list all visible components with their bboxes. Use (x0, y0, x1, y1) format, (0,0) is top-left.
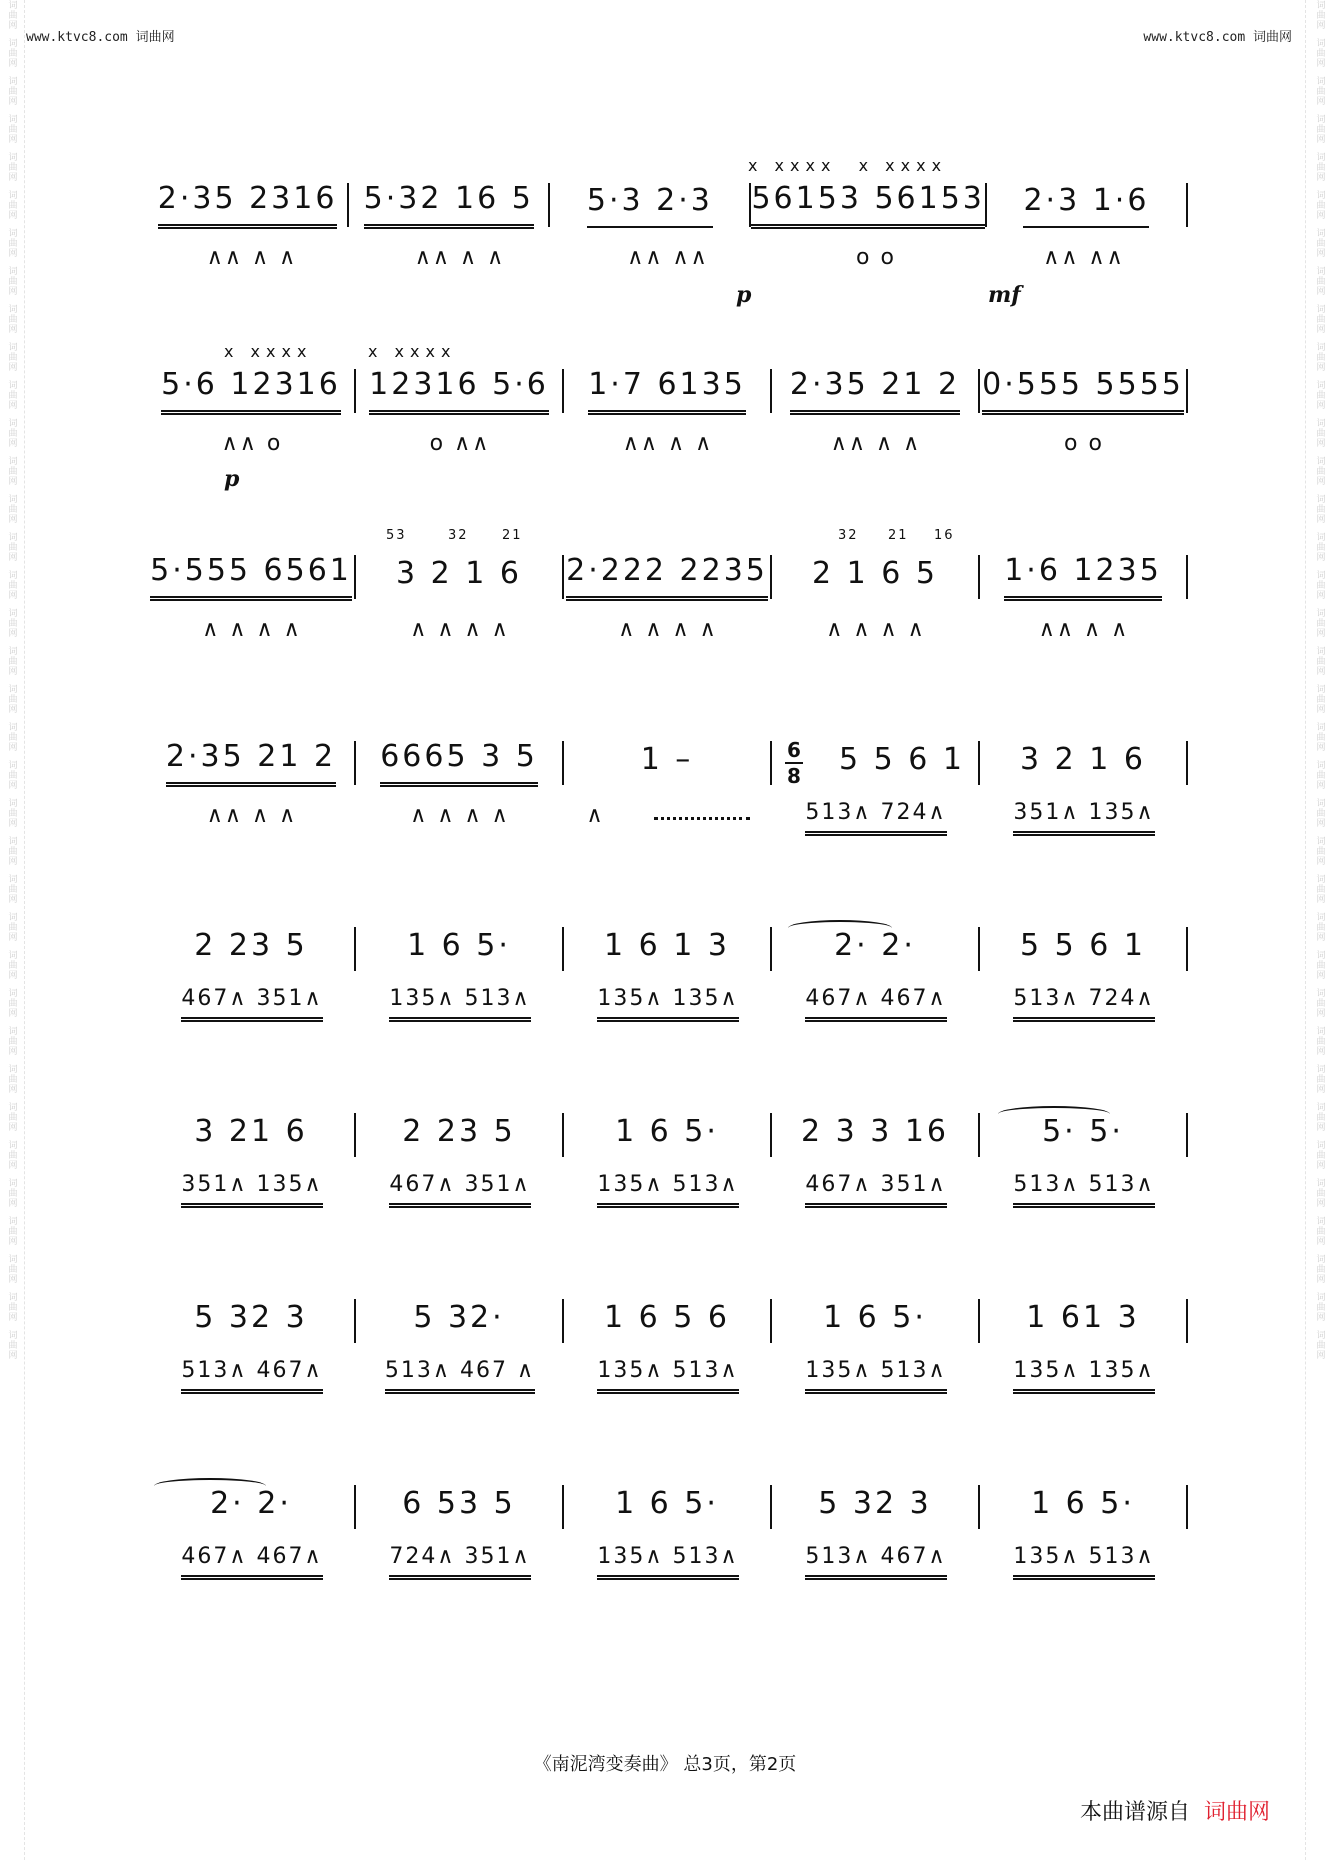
notes: 5·32 16 5 (364, 181, 534, 229)
score-system-2 (148, 336, 1188, 522)
acc-symbols: ∧∧ ∧∧ (1043, 244, 1125, 270)
acc-symbols: 135∧ 513∧ (597, 1544, 738, 1580)
time-signature: 6 8 (785, 740, 803, 786)
acc-measure (564, 1356, 772, 1396)
notes: 2·35 2316 (158, 181, 338, 229)
acc-measure (356, 798, 564, 838)
measure (148, 924, 354, 974)
measure (980, 1482, 1186, 1532)
barline (1186, 183, 1188, 227)
melody-row (148, 1296, 1188, 1346)
acc-symbols: 513∧ 467∧ (181, 1358, 322, 1394)
measure (356, 924, 562, 974)
notes: 5 5 6 1 (1020, 927, 1146, 963)
acc-measure (356, 240, 564, 280)
notes: 5·6 12316 (161, 367, 341, 415)
notes: 1 6 5· (615, 1113, 719, 1149)
notes: 2· 2· (834, 927, 916, 963)
acc-measure (980, 612, 1188, 652)
acc-symbols: 135∧ 513∧ (597, 1172, 738, 1208)
acc-symbols: ∧ ∧ ∧ ∧ (202, 616, 302, 642)
notes: 2·222 2235 (566, 553, 768, 601)
acc-symbols: ∧∧ ∧ ∧ (414, 244, 506, 270)
notes: 2·35 21 2 (166, 739, 336, 787)
notes: 5·3 2·3 (587, 183, 713, 228)
acc-symbols: 351∧ 135∧ (1013, 800, 1154, 836)
measure (772, 552, 978, 602)
acc-measure (564, 240, 772, 280)
measure (356, 1110, 562, 1160)
trill-line (654, 817, 750, 820)
acc-symbols: 513∧ 724∧ (805, 800, 946, 836)
acc-measure (980, 984, 1188, 1024)
notes: 1·7 6135 (588, 367, 746, 415)
acc-measure (356, 984, 564, 1024)
measure (148, 1110, 354, 1160)
notes: 1 6 5· (1031, 1485, 1135, 1521)
acc-measure (564, 1542, 772, 1582)
melody-row (148, 552, 1188, 602)
barline (1186, 1299, 1188, 1343)
acc-symbols: 467∧ 467∧ (181, 1544, 322, 1580)
acc-symbols: 467∧ 467∧ (805, 986, 946, 1022)
source-credit (1080, 1795, 1270, 1826)
melody-row (148, 924, 1188, 974)
acc-symbols: o o (1064, 430, 1104, 456)
acc-measure (772, 240, 980, 280)
measure (349, 180, 548, 230)
acc-measure (148, 984, 356, 1024)
accompaniment-row (148, 1170, 1188, 1210)
acc-symbols: 135∧ 513∧ (1013, 1544, 1154, 1580)
measure (356, 552, 562, 602)
barline (1186, 1485, 1188, 1529)
acc-measure (564, 612, 772, 652)
melody-row (148, 1110, 1188, 1160)
acc-measure (356, 612, 564, 652)
measure (356, 1296, 562, 1346)
measure (980, 738, 1186, 788)
notes: 5 32 3 (818, 1485, 932, 1521)
acc-measure (772, 984, 980, 1024)
acc-symbols: ∧∧ ∧ ∧ (622, 430, 714, 456)
notes: 5 32· (413, 1299, 505, 1335)
acc-measure (356, 1356, 564, 1396)
acc-symbols: ∧∧ ∧∧ (627, 244, 709, 270)
grace-note: 21 (502, 528, 523, 543)
notes: 1 6 5· (407, 927, 511, 963)
x-marks: x xxxx x xxxx (748, 156, 948, 175)
measure (772, 1482, 978, 1532)
accompaniment-row (148, 798, 1188, 838)
left-watermark-strip: 词曲网 词曲网 词曲网 词曲网 词曲网 词曲网 词曲网 词曲网 词曲网 词曲网 词曲网 词曲网 词曲网 词曲网 词曲网 词曲网 词曲网 词曲网 词曲网 词曲网 词曲网 词曲网 词曲网 词曲网 词曲网 词曲网 词曲网 词曲网 词曲网 词曲网 词曲网 词曲网 词曲网 词曲网 词曲网 词曲网 (6, 0, 17, 1360)
notes: 5· 5· (1042, 1113, 1124, 1149)
site-header-left[interactable]: www.ktvc8.com 词曲网 (26, 30, 175, 45)
notes: 2 23 5 (402, 1113, 516, 1149)
acc-measure (148, 1170, 356, 1210)
acc-measure (148, 1356, 356, 1396)
notes: 3 2 1 6 (396, 555, 522, 591)
acc-symbols: 135∧ 513∧ (805, 1358, 946, 1394)
site-header-right[interactable]: www.ktvc8.com 词曲网 (1143, 30, 1292, 45)
measure (564, 1482, 770, 1532)
measure (980, 924, 1186, 974)
measure (148, 552, 354, 602)
right-margin-rule (1305, 0, 1306, 1860)
acc-measure (980, 426, 1188, 466)
acc-symbols: 513∧ 724∧ (1013, 986, 1154, 1022)
measure (148, 366, 354, 416)
acc-symbols: 467∧ 351∧ (805, 1172, 946, 1208)
acc-measure (980, 240, 1188, 280)
acc-symbols: ∧ (586, 802, 605, 828)
measure (148, 738, 354, 788)
notes: 1 6 1 3 (604, 927, 730, 963)
acc-measure (980, 1356, 1188, 1396)
acc-symbols: 724∧ 351∧ (389, 1544, 530, 1580)
source-label: 本曲谱源自 (1079, 1800, 1190, 1825)
measure (772, 1296, 978, 1346)
notes: 5 5 6 1 (839, 741, 965, 777)
acc-symbols: o ∧∧ (429, 430, 491, 456)
acc-symbols: 513∧ 513∧ (1013, 1172, 1154, 1208)
barline (1186, 369, 1188, 413)
barline (1186, 555, 1188, 599)
measure (356, 738, 562, 788)
grace-note: 32 (448, 528, 469, 543)
barline (1186, 1113, 1188, 1157)
grace-note: 53 (386, 528, 407, 543)
acc-symbols: ∧ ∧ ∧ ∧ (618, 616, 718, 642)
barline (1186, 741, 1188, 785)
measure (550, 180, 749, 230)
acc-symbols: ∧∧ ∧ ∧ (206, 244, 298, 270)
acc-measure (772, 426, 980, 466)
notes: 12316 5·6 (369, 367, 549, 415)
acc-measure (148, 1542, 356, 1582)
score-system-6 (148, 1080, 1188, 1266)
melody-row (148, 366, 1188, 416)
measure (564, 1296, 770, 1346)
measure (148, 180, 347, 230)
notes: 1 6 5 6 (604, 1299, 730, 1335)
footer-title: 《南泥湾变奏曲》 总3页，第2页 (533, 1754, 797, 1775)
measure (772, 1110, 978, 1160)
acc-measure (980, 1542, 1188, 1582)
acc-measure (772, 1170, 980, 1210)
acc-symbols: 467∧ 351∧ (389, 1172, 530, 1208)
acc-measure (148, 240, 356, 280)
grace-note: 21 (888, 528, 909, 543)
acc-measure (772, 612, 980, 652)
acc-symbols: ∧∧ ∧ ∧ (206, 802, 298, 828)
acc-measure (980, 1170, 1188, 1210)
score-system-4 (148, 708, 1188, 894)
accompaniment-row (148, 426, 1188, 466)
grace-note: 32 (838, 528, 859, 543)
acc-symbols: 513∧ 467∧ (805, 1544, 946, 1580)
acc-symbols: ∧ ∧ ∧ ∧ (410, 802, 510, 828)
acc-measure (564, 798, 772, 838)
notes: 5 32 3 (194, 1299, 308, 1335)
measure (987, 180, 1186, 230)
notes: 3 21 6 (194, 1113, 308, 1149)
score-system-3 (148, 522, 1188, 708)
notes: 0·555 5555 (982, 367, 1184, 415)
acc-measure (356, 1542, 564, 1582)
score (148, 150, 1188, 1638)
acc-measure (564, 426, 772, 466)
measure (772, 924, 978, 974)
notes: 1 61 3 (1026, 1299, 1140, 1335)
accompaniment-row (148, 240, 1188, 280)
acc-symbols: 135∧ 135∧ (597, 986, 738, 1022)
acc-measure (564, 984, 772, 1024)
melody-row (148, 1482, 1188, 1532)
x-marks: x xxxx (224, 342, 313, 361)
barline (1186, 927, 1188, 971)
notes: 3 2 1 6 (1020, 741, 1146, 777)
acc-measure (772, 1356, 980, 1396)
acc-symbols: 135∧ 513∧ (597, 1358, 738, 1394)
acc-symbols: ∧∧ ∧ ∧ (1038, 616, 1130, 642)
notes: 2 3 3 16 (800, 1113, 950, 1149)
accompaniment-row (148, 1356, 1188, 1396)
acc-symbols: 135∧ 135∧ (1013, 1358, 1154, 1394)
x-marks: x xxxx (368, 342, 457, 361)
acc-measure (148, 798, 356, 838)
acc-measure (356, 1170, 564, 1210)
measure (751, 180, 984, 230)
notes: 1·6 1235 (1004, 553, 1162, 601)
melody-row (148, 180, 1188, 230)
acc-symbols: ∧∧ ∧ ∧ (830, 430, 922, 456)
score-system-8 (148, 1452, 1188, 1638)
notes: 56153 56153 (751, 181, 984, 229)
measure (148, 1296, 354, 1346)
measure (564, 924, 770, 974)
acc-measure (148, 612, 356, 652)
notes: 2 23 5 (194, 927, 308, 963)
acc-symbols: 513∧ 467 ∧ (385, 1358, 535, 1394)
notes: 1 – (640, 741, 694, 777)
score-system-5 (148, 894, 1188, 1080)
notes: 6665 3 5 (380, 739, 538, 787)
right-watermark-strip: 词曲网 词曲网 词曲网 词曲网 词曲网 词曲网 词曲网 词曲网 词曲网 词曲网 词曲网 词曲网 词曲网 词曲网 词曲网 词曲网 词曲网 词曲网 词曲网 词曲网 词曲网 词曲网 词曲网 词曲网 词曲网 词曲网 词曲网 词曲网 词曲网 词曲网 词曲网 词曲网 词曲网 词曲网 词曲网 词曲网 (1314, 0, 1325, 1360)
notes: 1 6 5· (615, 1485, 719, 1521)
dynamic-mark: p (736, 282, 752, 308)
accompaniment-row (148, 612, 1188, 652)
notes: 5·555 6561 (150, 553, 352, 601)
acc-symbols: ∧∧ o (221, 430, 283, 456)
measure (148, 1482, 354, 1532)
measure (772, 366, 978, 416)
measure (564, 552, 770, 602)
measure (980, 1296, 1186, 1346)
notes: 2·3 1·6 (1023, 183, 1149, 228)
notes: 2 1 6 5 (812, 555, 938, 591)
left-margin-rule (24, 0, 25, 1860)
measure (564, 1110, 770, 1160)
acc-measure (564, 1170, 772, 1210)
source-brand-link[interactable]: 词曲网 (1203, 1800, 1270, 1825)
score-system-1 (148, 150, 1188, 336)
measure (564, 366, 770, 416)
acc-measure (772, 1542, 980, 1582)
acc-symbols: ∧ ∧ ∧ ∧ (826, 616, 926, 642)
notes: 2· 2· (210, 1485, 292, 1521)
accompaniment-row (148, 1542, 1188, 1582)
score-system-7 (148, 1266, 1188, 1452)
measure (980, 552, 1186, 602)
measure (980, 1110, 1186, 1160)
acc-symbols: 467∧ 351∧ (181, 986, 322, 1022)
notes: 6 53 5 (402, 1485, 516, 1521)
melody-row (148, 738, 1188, 788)
acc-symbols: o o (856, 244, 896, 270)
dynamic-mark: mf (988, 282, 1021, 308)
acc-symbols: 135∧ 513∧ (389, 986, 530, 1022)
notes: 1 6 5· (823, 1299, 927, 1335)
measure (564, 738, 770, 788)
measure (356, 366, 562, 416)
acc-measure (980, 798, 1188, 838)
accompaniment-row (148, 984, 1188, 1024)
acc-measure (148, 426, 356, 466)
grace-note: 16 (934, 528, 955, 543)
acc-symbols: ∧ ∧ ∧ ∧ (410, 616, 510, 642)
notes: 2·35 21 2 (790, 367, 960, 415)
dynamic-mark: p (224, 466, 240, 492)
measure (980, 366, 1186, 416)
acc-measure (356, 426, 564, 466)
measure (772, 738, 978, 788)
measure (356, 1482, 562, 1532)
acc-symbols: 351∧ 135∧ (181, 1172, 322, 1208)
acc-measure (772, 798, 980, 838)
